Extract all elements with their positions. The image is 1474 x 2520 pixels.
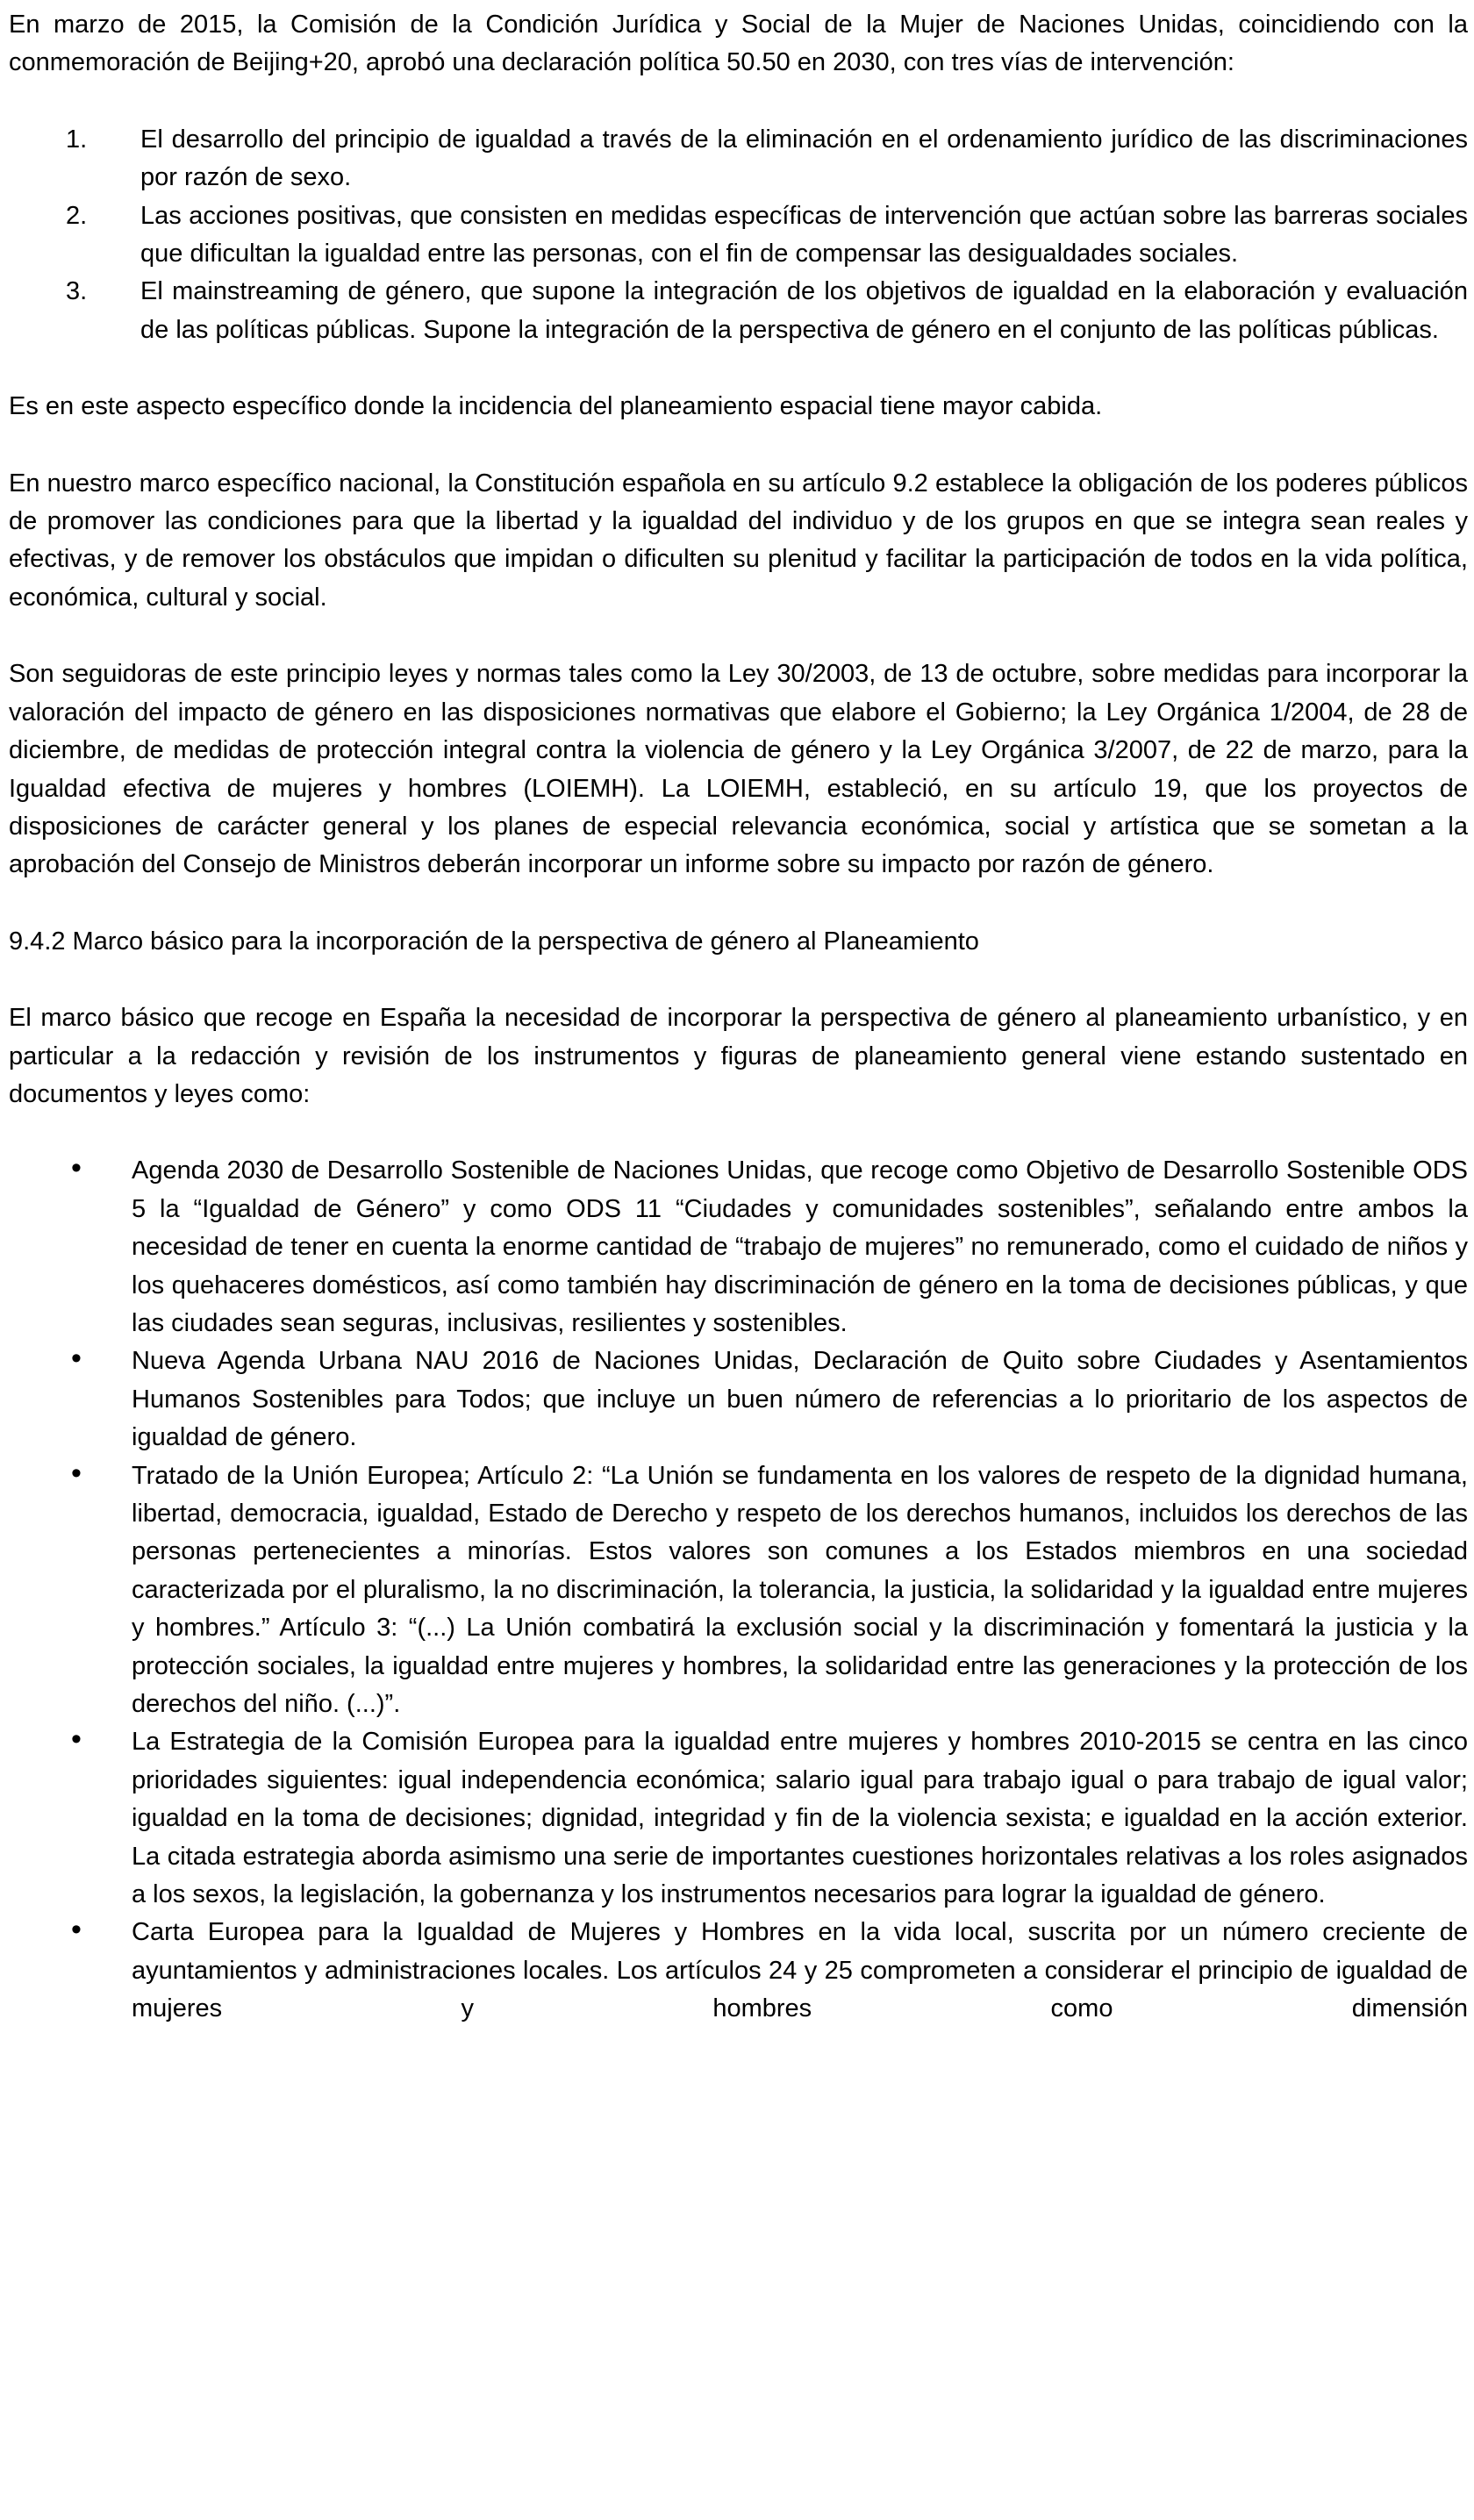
numbered-list-item-text: El desarrollo del principio de igualdad a través de la eliminación en el ordenamiento jurídico de las discriminaciones por razón de sexo. [140,125,1468,192]
paragraph-leyes: Son seguidoras de este principio leyes y normas tales como la Ley 30/2003, de 13 de octubre, sobre medidas para incorporar la valoración del impacto de género en las disposiciones normativas que elabore el Gobierno; la Ley Orgánica 1/2004, de 28 de diciembre, de medidas de protección integral contra la violencia de género y la Ley Orgánica 3/2007, de 22 de marzo, para la Igualdad efectiva de mujeres y hombres (LOIEMH). La LOIEMH, estableció, en su artículo 19, que los proyectos de disposiciones de carácter general y los planes de especial relevancia económica, social y artística que se sometan a la aprobación del Consejo de Ministros deberán incorporar un informe sobre su impacto por razón de género. [9,660,1468,879]
bullet-list-item [9,1914,1468,2028]
numbered-list-item-text: Las acciones positivas, que consisten en medidas específicas de intervención que actúan sobre las barreras sociales que dificultan la igualdad entre las personas, con el fin de compensar las desigualdades sociales. [140,201,1468,268]
bullet-icon: • [71,1342,82,1376]
bullet-list-item-text: Carta Europea para la Igualdad de Mujeres y Hombres en la vida local, suscrita por un número creciente de ayuntamientos y administraciones locales. Los artículos 24 y 25 comprometen a considerar el principio de igualdad de mujeres y hombres como dimensión [132,1918,1468,2023]
numbered-list [9,121,1468,349]
bullet-list-item [9,1152,1468,1342]
bullet-list-item-text: La Estrategia de la Comisión Europea para la igualdad entre mujeres y hombres 2010-2015 se centra en las cinco prioridades siguientes: igual independencia económica; salario igual para trabajo igual o para trabajo de igual valor; igualdad en la toma de decisiones; dignidad, integridad y fin de la violencia sexista; e igualdad en la acción exterior. La citada estrategia aborda asimismo una serie de importantes cuestiones horizontales relativas a los roles asignados a los sexos, la legislación, la gobernanza y los instrumentos necesarios para lograr la igualdad de género. [132,1728,1468,1909]
bullet-list [9,1152,1468,2028]
list-number-marker: 2. [66,201,88,230]
numbered-list-item [9,121,1468,197]
numbered-list-item-text: El mainstreaming de género, que supone la integración de los objetivos de igualdad en la elaboración y evaluación de las políticas públicas. Supone la integración de la perspectiva de género en el conjunto de las políticas públicas. [140,277,1468,344]
paragraph-intro: En marzo de 2015, la Comisión de la Condición Jurídica y Social de la Mujer de Naciones Unidas, coincidiendo con la conmemoración de Beijing+20, aprobó una declaración política 50.50 en 2030, con tres vías de intervención: [9,11,1468,77]
bullet-list-item-text: Tratado de la Unión Europea; Artículo 2: “La Unión se fundamenta en los valores de respeto de la dignidad humana, libertad, democracia, igualdad, Estado de Derecho y respeto de los derechos humanos, incluidos los derechos de las personas pertenecientes a minorías. Estos valores son comunes a los Estados miembros en una sociedad caracterizada por el pluralismo, la no discriminación, la tolerancia, la justicia, la solidaridad y la igualdad entre mujeres y hombres.” Artículo 3: “(...) La Unión combatirá la exclusión social y la discriminación y fomentará la justicia y la protección sociales, la igualdad entre mujeres y hombres, la solidaridad entre las generaciones y la protección de los derechos del niño. (...)”. [132,1461,1468,1719]
paragraph-marco: El marco básico que recoge en España la necesidad de incorporar la perspectiva de género al planeamiento urbanístico, y en particular a la redacción y revisión de los instrumentos y figuras de planeamiento general viene estando sustentado en documentos y leyes como: [9,1004,1468,1108]
section-heading: 9.4.2 Marco básico para la incorporación de la perspectiva de género al Planeamiento [9,927,979,956]
bullet-list-item-text: Nueva Agenda Urbana NAU 2016 de Naciones Unidas, Declaración de Quito sobre Ciudades y Asentamientos Humanos Sostenibles para Todos; que incluye un buen número de referencias a lo prioritario de los aspectos de igualdad de género. [132,1347,1468,1452]
bullet-list-item [9,1723,1468,1914]
bullet-icon: • [71,1151,82,1185]
bullet-list-item [9,1342,1468,1457]
bullet-icon: • [71,1456,82,1490]
list-number-marker: 1. [66,125,88,154]
numbered-list-item [9,273,1468,349]
bullet-list-item-text: Agenda 2030 de Desarrollo Sostenible de Naciones Unidas, que recoge como Objetivo de Desarrollo Sostenible ODS 5 la “Igualdad de Género” y como ODS 11 “Ciudades y comunidades sostenibles”, señalando entre ambos la necesidad de tener en cuenta la enorme cantidad de “trabajo de mujeres” no remunerado, como el cuidado de niños y los quehaceres domésticos, así como también hay discriminación de género en la toma de decisiones públicas, y que las ciudades sean seguras, inclusivas, resilientes y sostenibles. [132,1156,1468,1337]
numbered-list-item [9,197,1468,274]
paragraph-constitucion: En nuestro marco específico nacional, la Constitución española en su artículo 9.2 establece la obligación de los poderes públicos de promover las condiciones para que la libertad y la igualdad del individuo y de los grupos en que se integra sean reales y efectivas, y de remover los obstáculos que impidan o dificulten su plenitud y facilitar la participación de todos en la vida política, económica, cultural y social. [9,469,1468,612]
list-number-marker: 3. [66,277,88,306]
bullet-icon: • [71,1913,82,1947]
bullet-list-item [9,1457,1468,1724]
paragraph-incidencia: Es en este aspecto específico donde la incidencia del planeamiento espacial tiene mayor cabida. [9,392,1103,421]
bullet-icon: • [71,1722,82,1757]
